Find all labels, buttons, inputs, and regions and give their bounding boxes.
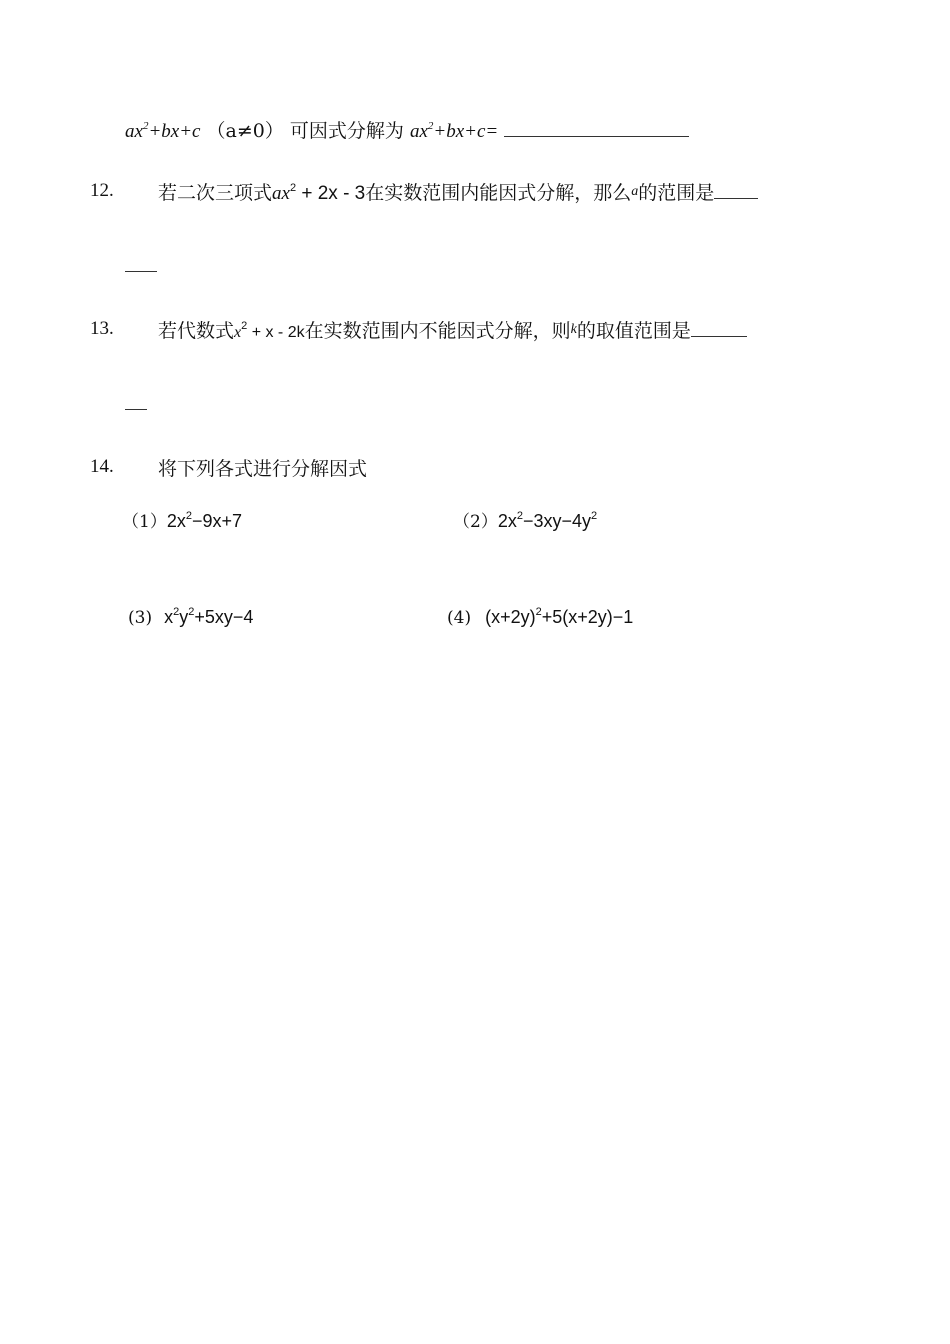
q14-part-4-expr: $(x+2y)^2+5(x+2y)-1$ bbox=[485, 606, 634, 627]
q14-part-3 bbox=[128, 606, 253, 628]
q11-expr-1: $ax^2+bx+c$ bbox=[125, 120, 201, 142]
q13-text-mid: 在实数范围内不能因式分解，则 bbox=[304, 320, 571, 342]
q12-answer-blank bbox=[714, 197, 758, 199]
q11-answer-blank bbox=[504, 135, 689, 137]
q14-part-2-expr: $2x^2-3xy-4y^2$ bbox=[497, 510, 598, 531]
q11-continuation-line bbox=[125, 116, 689, 143]
q14-part-1-label: （1） bbox=[122, 512, 167, 532]
q12-number: 12. bbox=[90, 180, 114, 201]
q12-text-line bbox=[158, 178, 758, 205]
q13-answer-blank bbox=[691, 335, 747, 337]
q14-part-1-expr: $2x^2-9x+7$ bbox=[166, 510, 243, 531]
q11-expr-2: $ax^2+bx+c=$ bbox=[409, 120, 499, 142]
q13-answer-blank-continued bbox=[125, 408, 147, 410]
q14-part-3-expr: $x^2y^2+5xy-4$ bbox=[164, 606, 254, 627]
q11-text: 可因式分解为 bbox=[289, 120, 404, 142]
q14-part-3-label: (3) bbox=[128, 608, 153, 628]
q13-var: k bbox=[570, 322, 577, 337]
q12-answer-blank-continued bbox=[125, 270, 157, 272]
q12-var: a bbox=[631, 184, 639, 199]
q11-condition: （a≠0） bbox=[206, 120, 284, 142]
q13-expr: $x^2 + x - 2k$ bbox=[234, 320, 305, 341]
q14-part-2-label: （2） bbox=[453, 512, 498, 532]
q14-instruction: 将下列各式进行分解因式 bbox=[158, 458, 368, 480]
q14-number: 14. bbox=[90, 456, 114, 477]
q13-text-line bbox=[158, 316, 747, 343]
q13-number: 13. bbox=[90, 318, 114, 339]
q12-expr: $ax^2 + 2x - 3$ bbox=[272, 182, 366, 204]
q13-text-before: 若代数式 bbox=[158, 320, 235, 342]
q13-text-after: 的取值范围是 bbox=[576, 320, 691, 342]
q12-text-after: 的范围是 bbox=[638, 182, 715, 204]
q14-part-1 bbox=[122, 507, 242, 532]
q12-text-mid: 在实数范围内能因式分解，那么 bbox=[365, 182, 632, 204]
q14-part-4 bbox=[447, 606, 633, 628]
q12-text-before: 若二次三项式 bbox=[158, 182, 273, 204]
q14-part-4-label: (4) bbox=[447, 608, 472, 628]
q14-part-2 bbox=[453, 507, 597, 532]
